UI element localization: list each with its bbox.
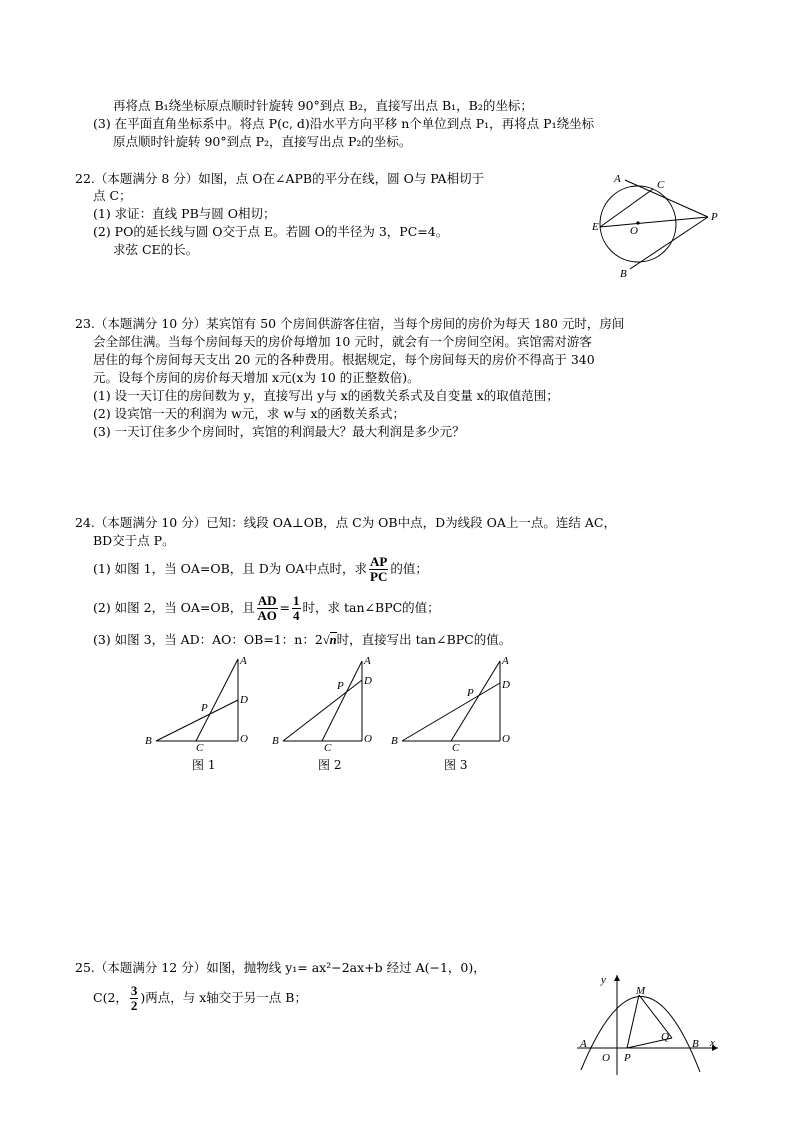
svg-text:y: y (601, 974, 606, 986)
svg-text:C: C (452, 742, 460, 754)
q22-label-A: A (614, 173, 621, 185)
q24-figure-3 (385, 650, 520, 755)
q22-line5: 求弦 CE的长。 (113, 242, 199, 257)
q25-line2: C(2， $\frac{3}{2}$ )两点，与 x轴交于另一点 B； (93, 983, 307, 1013)
figure-2-caption: 图 2 (318, 758, 342, 772)
svg-text:P: P (467, 687, 474, 699)
q25-line1: 25.（本题满分 12 分）如图，抛物线 y₁= ax²−2ax+b 经过 A(−1，0)， (75, 960, 486, 975)
q23-line4: 元。设每个房间的房价每天增加 x元(x为 10 的正整数倍)。 (93, 370, 420, 385)
q24-line1: 24.（本题满分 10 分）已知：线段 OA⊥OB，点 C为 OB中点，D为线段 OA上一点。连结 AC， (75, 515, 616, 530)
svg-text:B: B (272, 735, 279, 747)
q25-parabola-figure (570, 965, 730, 1080)
q22-line4: (2) PO的延长线与圆 O交于点 E。若圆 O的半径为 3，PC=4。 (93, 224, 449, 239)
q23-line3: 居住的每个房间每天支出 20 元的各种费用。根据规定，每个房间每天的房价不得高于 340 (93, 352, 595, 367)
q24-part2: (2) 如图 2，当 OA=OB，且 $\frac{AD}{AO}$ = $\frac{1}{4}$ 时，求 tan∠BPC的值； (93, 593, 440, 623)
svg-text:D: D (364, 675, 372, 687)
svg-text:B: B (145, 735, 152, 747)
svg-text:A: A (502, 655, 509, 667)
q23-line7: (3) 一天订住多少个房间时，宾馆的利润最大？最大利润是多少元？ (93, 424, 465, 439)
q22-label-C: C (657, 179, 665, 191)
q22-line2: 点 C； (93, 188, 132, 203)
q24-part1-text: (1) 如图 1，当 OA=OB，且 D为 OA中点时，求 (93, 561, 368, 576)
fraction-ad-ao: $\frac{AD}{AO}$ (257, 593, 277, 623)
svg-text:O: O (364, 733, 372, 745)
q22-label-B: B (620, 268, 627, 280)
svg-text:Q: Q (661, 1031, 669, 1043)
q21-line2: (3) 在平面直角坐标系中。将点 P(c, d)沿水平方向平移 n个单位到点 P₁，再将点 P₁绕坐标 (93, 116, 595, 131)
q23-line6: (2) 设宾馆一天的利润为 w元，求 w与 x的函数关系式； (93, 406, 406, 421)
fraction-one-quarter: $\frac{1}{4}$ (293, 593, 300, 623)
svg-text:P: P (624, 1052, 631, 1064)
fraction-three-halves: $\frac{3}{2}$ (130, 983, 138, 1013)
q24-figure-1 (140, 650, 265, 755)
q21-line1: 再将点 B₁绕坐标原点顺时针旋转 90°到点 B₂，直接写出点 B₁，B₂的坐标； (113, 98, 533, 113)
svg-text:P: P (201, 702, 208, 714)
svg-text:M: M (636, 985, 646, 997)
q24-line2: BD交于点 P。 (93, 533, 175, 548)
svg-text:C: C (196, 742, 204, 754)
q21-line3: 原点顺时针旋转 90°到点 P₂，直接写出点 P₂的坐标。 (113, 134, 412, 149)
svg-text:A: A (240, 655, 247, 667)
svg-text:D: D (502, 679, 510, 691)
svg-text:A: A (364, 655, 371, 667)
sqrt-n: √n (322, 633, 337, 647)
svg-text:D: D (240, 694, 248, 706)
figure-1-caption: 图 1 (192, 758, 216, 772)
svg-text:O: O (502, 733, 510, 745)
svg-text:B: B (692, 1038, 699, 1050)
q23-line2: 会全部住满。当每个房间每天的房价每增加 10 元时，就会有一个房间空闲。宾馆需对游客 (93, 334, 592, 349)
q22-circle-figure (585, 168, 725, 283)
q23-line1: 23.（本题满分 10 分）某宾馆有 50 个房间供游客住宿，当每个房间的房价为每天 180 元时，房间 (75, 316, 625, 331)
svg-text:O: O (240, 733, 248, 745)
q23-line5: (1) 设一天订住的房间数为 y，直接写出 y与 x的函数关系式及自变量 x的取值范围； (93, 388, 559, 403)
svg-text:C: C (324, 742, 332, 754)
svg-text:B: B (391, 735, 398, 747)
figure-3-caption: 图 3 (444, 758, 468, 772)
svg-text:P: P (337, 680, 344, 692)
svg-text:A: A (580, 1038, 587, 1050)
fraction-ap-pc: $\frac{AP}{PC}$ (370, 554, 388, 584)
q22-label-P: P (711, 211, 718, 223)
q22-line3: (1) 求证：直线 PB与圆 O相切； (93, 206, 276, 221)
q22-line1: 22.（本题满分 8 分）如图，点 O在∠APB的平分在线，圆 O与 PA相切于 (75, 171, 485, 186)
q22-label-E: E (592, 221, 599, 233)
svg-text:O: O (602, 1052, 610, 1064)
q24-part3: (3) 如图 3，当 AD：AO：OB=1：n：2√n时，直接写出 tan∠BPC的值。 (93, 632, 512, 647)
q22-label-O: O (630, 225, 638, 237)
svg-text:x: x (710, 1037, 715, 1049)
q24-part1: (1) 如图 1，当 OA=OB，且 D为 OA中点时，求 $\frac{AP}{PC}$ 的值； (93, 554, 428, 584)
q24-figure-2 (265, 650, 390, 755)
